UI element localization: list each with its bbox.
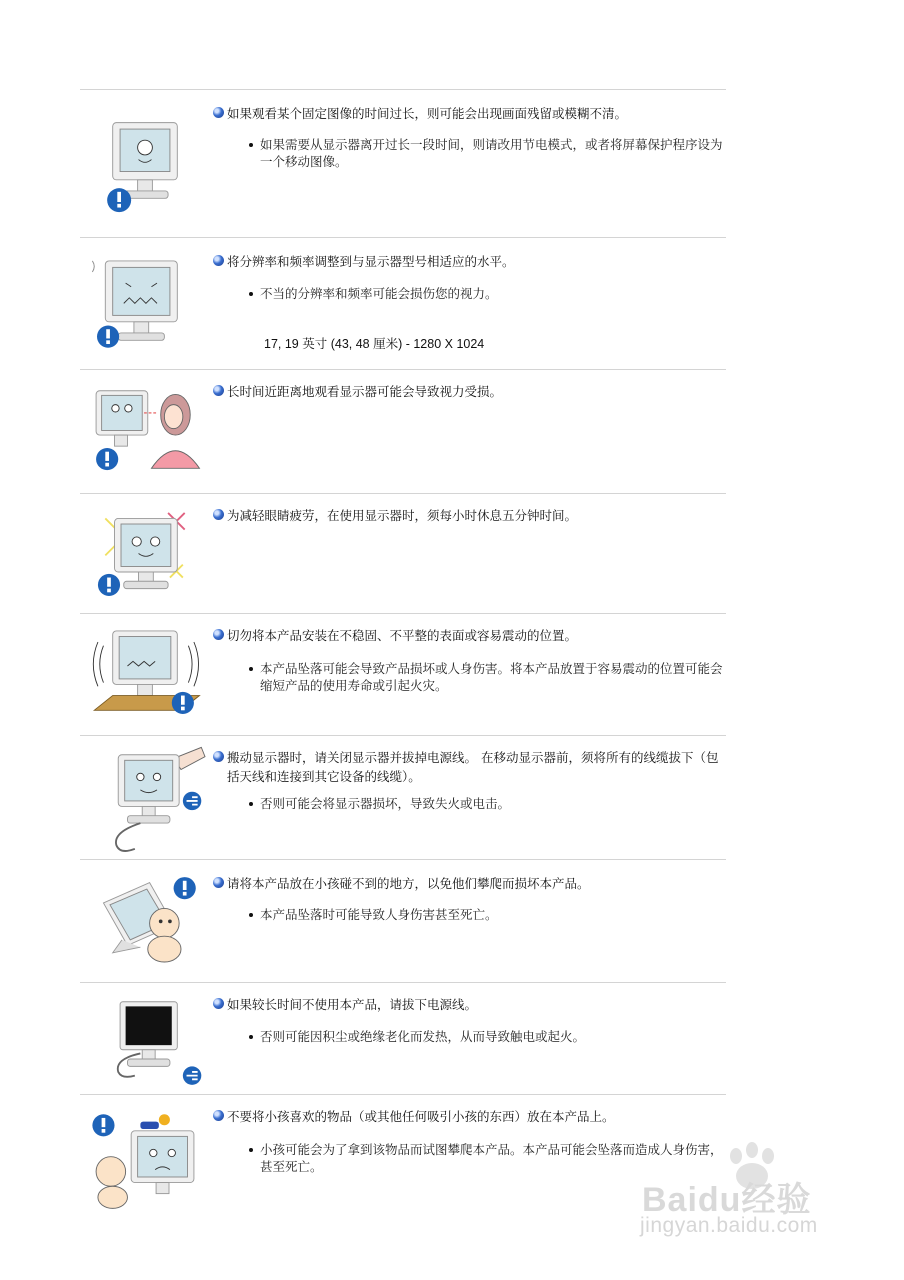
round-bullet-icon [213,255,224,266]
item-title: 搬动显示器时，请关闭显示器并拔掉电源线。 在移动显示器前，须将所有的线缆拔下（包括天线和连接到其它设备的线缆）。 [213,748,723,786]
toys-on-monitor-icon [80,1105,210,1225]
item-detail: 小孩可能会为了拿到该物品而试图攀爬本产品。本产品可能会坠落而造成人身伤害，甚至死亡。 [260,1141,725,1175]
item-detail: 不当的分辨率和频率可能会损伤您的视力。 [260,285,725,302]
round-bullet-icon [213,998,224,1009]
round-bullet-icon [213,877,224,888]
item-detail: 如果需要从显示器离开过长一段时间，则请改用节电模式，或者将屏幕保护程序设为一个移动图像。 [260,136,725,170]
safety-item [80,92,726,236]
item-title: 切勿将本产品安装在不稳固、不平整的表面或容易震动的位置。 [213,626,723,645]
unplug-monitor-icon [80,740,210,860]
item-detail: 本产品坠落时可能导致人身伤害甚至死亡。 [260,906,725,923]
dot-bullet-icon [249,1148,253,1152]
round-bullet-icon [213,751,224,762]
item-title: 长时间近距离地观看显示器可能会导致视力受损。 [213,382,723,401]
safety-item [80,1097,726,1217]
watermark-logo: Baidu经验 [642,1181,812,1219]
item-detail: 否则可能因积尘或绝缘老化而发热，从而导致触电或起火。 [260,1028,725,1045]
item-title: 不要将小孩喜欢的物品（或其他任何吸引小孩的东西）放在本产品上。 [213,1107,723,1126]
item-title: 为减轻眼睛疲劳，在使用显示器时，须每小时休息五分钟时间。 [213,506,723,525]
round-bullet-icon [213,629,224,640]
monitor-distorted-icon [80,248,210,368]
item-detail: 本产品坠落可能会导致产品损坏或人身伤害。将本产品放置于容易震动的位置可能会缩短产品的使用寿命或引起火灾。 [260,660,725,694]
safety-item [80,372,726,492]
separator [80,369,726,370]
round-bullet-icon [213,385,224,396]
safety-item [80,862,726,982]
woman-close-to-monitor-icon [80,376,210,496]
safety-item [80,240,726,368]
tired-monitor-icon [80,500,210,620]
dot-bullet-icon [249,667,253,671]
round-bullet-icon [213,107,224,118]
dot-bullet-icon [249,1035,253,1039]
item-title: 如果观看某个固定图像的时间过长，则可能会出现画面残留或模糊不清。 [213,104,723,123]
item-title: 如果较长时间不使用本产品，请拔下电源线。 [213,995,723,1014]
monitor-static-image-icon [80,106,210,226]
separator [80,237,726,238]
monitor-power-cord-icon [80,987,210,1107]
dot-bullet-icon [249,292,253,296]
safety-item [80,738,726,858]
dot-bullet-icon [249,802,253,806]
item-title: 将分辨率和频率调整到与显示器型号相适应的水平。 [213,252,723,271]
item-detail: 否则可能会将显示器损坏，导致失火或电击。 [260,795,725,812]
dot-bullet-icon [249,143,253,147]
watermark-url: jingyan.baidu.com [640,1214,818,1237]
safety-item [80,496,726,612]
shaking-monitor-icon [80,618,210,738]
safety-item [80,616,726,734]
item-title: 请将本产品放在小孩碰不到的地方，以免他们攀爬而损坏本产品。 [213,874,723,893]
child-monitor-icon [80,866,210,986]
resolution-spec: 17, 19 英寸 (43, 48 厘米) - 1280 X 1024 [264,337,485,351]
round-bullet-icon [213,509,224,520]
safety-item [80,985,726,1093]
round-bullet-icon [213,1110,224,1121]
separator [80,89,726,90]
dot-bullet-icon [249,913,253,917]
